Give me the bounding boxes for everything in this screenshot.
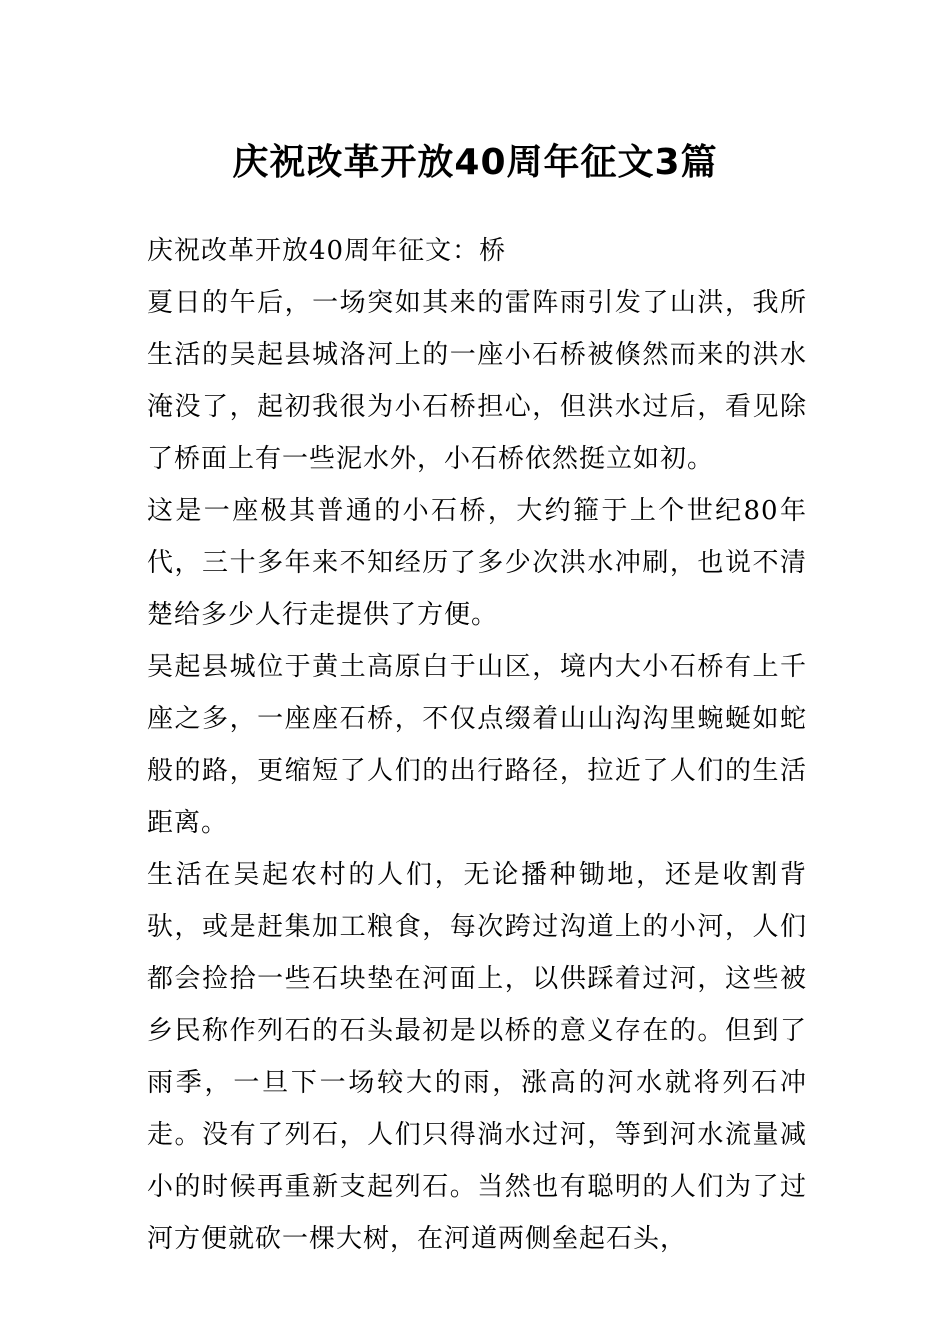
- document-body: [147, 225, 807, 1265]
- section-heading: 庆祝改革开放40周年征文：桥: [147, 236, 507, 266]
- document-title: 庆祝改革开放40周年征文3篇: [232, 142, 718, 183]
- paragraph: 夏日的午后，一场突如其来的雷阵雨引发了山洪，我所生活的吴起县城洛河上的一座小石桥被倏然而来的洪水淹没了，起初我很为小石桥担心，但洪水过后，看见除了桥面上有一些泥水外，小石桥依然挺立如初。: [147, 288, 807, 474]
- paragraph: 吴起县城位于黄土高原白于山区，境内大小石桥有上千座之多，一座座石桥，不仅点缀着山山沟沟里蜿蜒如蛇般的路，更缩短了人们的出行路径，拉近了人们的生活距离。: [147, 652, 807, 838]
- paragraph: 生活在吴起农村的人们，无论播种锄地，还是收割背驮，或是赶集加工粮食，每次跨过沟道上的小河，人们都会捡拾一些石块垫在河面上，以供踩着过河，这些被乡民称作列石的石头最初是以桥的意义存在的。但到了雨季，一旦下一场较大的雨，涨高的河水就将列石冲走。没有了列石，人们只得淌水过河，等到河水流量减小的时候再重新支起列石。当然也有聪明的人们为了过河方便就砍一棵大树，在河道两侧垒起石头，: [147, 860, 807, 1254]
- paragraph: 这是一座极其普通的小石桥，大约箍于上个世纪80年代，三十多年来不知经历了多少次洪水冲刷，也说不清楚给多少人行走提供了方便。: [147, 496, 807, 630]
